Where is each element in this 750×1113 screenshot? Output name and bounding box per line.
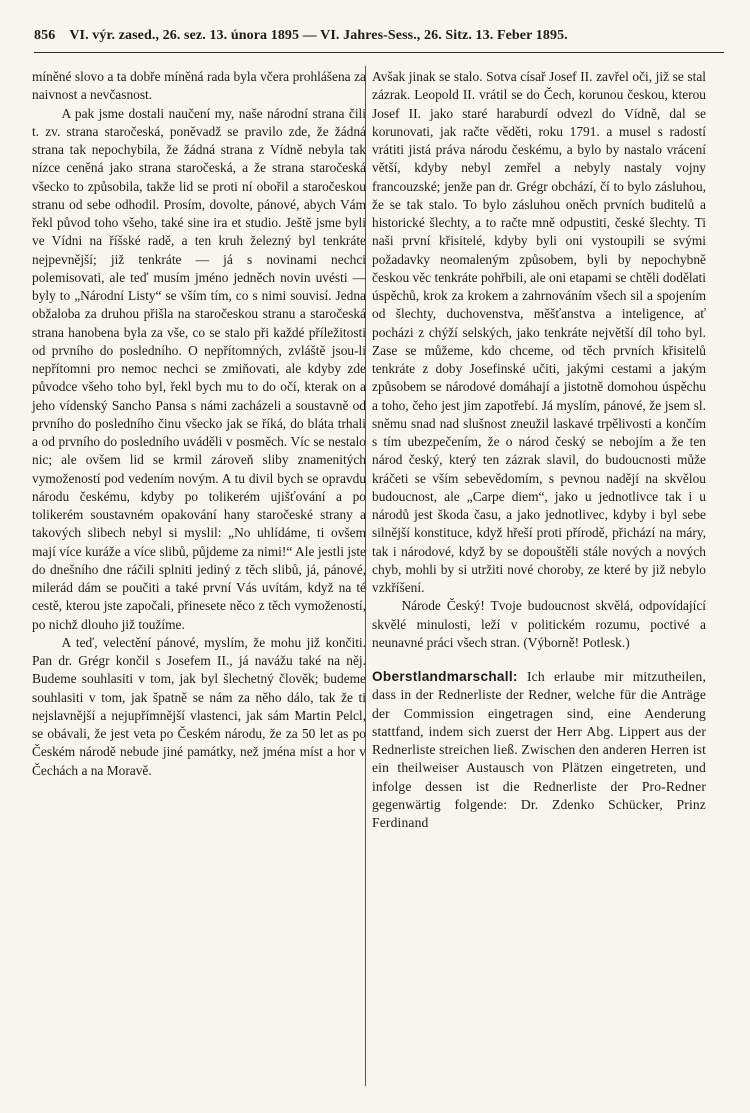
right-column bbox=[372, 68, 706, 832]
header-text: VI. výr. zased., 26. sez. 13. února 1895 — VI. Jahres-Sess., 26. Sitz. 13. Feber 1895. bbox=[69, 28, 568, 43]
speaker-label: Oberstlandmarschall: bbox=[372, 669, 518, 684]
left-column bbox=[32, 68, 366, 780]
paragraph: Národe Český! Tvoje budoucnost skvělá, odpovídající skvělé minulosti, leží v politickém rozumu, poctivé a neunavné práci všech stran. (Výborně! Potlesk.) bbox=[372, 598, 706, 650]
paragraph: A teď, velectění pánové, myslím, že mohu již končiti. Pan dr. Grégr končil s Josefem II., já navážu také na něj. Budeme souhlasiti v tom, jak byl šlechetný člověk; budeme souhlasiti v tom, jak špatně se nám za něho dálo, tak že ti nejslavnější a nejupřímnější vlastenci, jak sám Martin Pelcl, se obávali, že jest veta po Českém národu, že za 50 let as po Českém národě nebude jiné památky, než jména míst a hor v Čechách a na Moravě. bbox=[32, 634, 366, 778]
header-rule bbox=[34, 52, 724, 53]
speaker-paragraph bbox=[372, 668, 706, 832]
paragraph: míněné slovo a ta dobře míněná rada byla včera prohlášena za naivnost a nevčasnost. bbox=[32, 69, 366, 103]
paragraph: Avšak jinak se stalo. Sotva císař Josef II. zavřel oči, již se stal zázrak. Leopold II. vrátil se do Čech, korunou českou, kterou Josef II. jako staré haraburdí odvezl do Vídně, dal se korunovati, jak račte věděti, roku 1791. a musel s radostí vrátiti jistá práva národu českému, a bylo by nastalo vrácení větší, kdyby nebyl zemřel a nebyly nastaly vojny francouzské; jenže pan dr. Grégr obchází, čí to bylo zásluhou, že se tak stalo. To bylo zásluhou oněch prvních buditelů a historické šlechty, a to račte mně odpustiti, české šlechty. Ti naši první křisitelé, kdyby byli oni vystoupili se svými požadavky neomaleným způsobem, byli by nepochybně českou věc tenkráte pohřbili, ale oni etapami se chtěli dodělati úspěchů, krok za krokem a zahrnováním všech sil a spojením od šlechty, duchovenstva, měšťanstva a inteligence, ať pocházi z chýží selských, jako tenkráte největší díl toho byl. Zase se můžeme, kdo chceme, od těch prvních křisitelů tenkráte z doby Josefinské učiti, jakými cestami a jakým způsobem se národové domáhají a jistotně domohou úspěchu a toho, čeho jest jim zapotřebí. Já myslím, pánové, že jsem sl. sněmu snad nad slušnost zneužil laskavé trpělivosti a končím s tím ubezpečením, že o národ český se nebojím a že ten národ český, který ten zázrak slavil, do budoucnosti může kráčeti se vším sebevědomím, s pevnou nadějí na skvělou budoucnost, ale „Carpe diem“, jako u jednotlivce tak i u národů jest škoda času, a jako jednotlivec, kdyby i byl sebe silnější konstituce, když hřeší proti přírodě, přichází na máry, tak i národové, když by se dopouštěli stále nových a nových chyb, mohli by si utržiti nové choroby, ze které by již nebylo vzkříšení. bbox=[372, 69, 706, 595]
speaker-text: Ich erlaube mir mitzutheilen, dass in der Rednerliste der Redner, welche für die Anträge der Commission eingetragen sind, eine Aenderung stattfand, indem sich zuerst der Herr Abg. Lippert aus der Rednerliste streichen ließ. Zwischen den anderen Herren ist ein theilweiser Austausch von Plätzen eingetreten, und infolge dessen ist die Rednerliste der Pro-Redner gegenwärtig folgende: Dr. Zdenko Schücker, Prinz Ferdinand bbox=[372, 669, 706, 830]
page-number: 856 bbox=[34, 28, 56, 43]
page-header bbox=[34, 28, 724, 44]
paragraph: A pak jsme dostali naučení my, naše národní strana čili t. zv. strana staročeská, poněvadž se pravilo zde, že žádná strana tak nepochybila, že žádná strana z Vídně nebyla tak nízce ceněná jako strana staročeská, a že strana staročeská všecko to způsobila, takže lid se proti ní obořil a staročeskou stranu od sebe odhodil. Prosím, dovolte, pánové, abych Vám řekl původ toho všeho, také sine ira et studio. Ještě jsme byli ve Vídni na říšské radě, a ten kruh železný byl tenkráte nejpevnější; již tenkráte — já s novinami nechci polemisovati, ale teď musím jméno jedněch novin uvésti — byly to „Národní Listy“ se vším tím, co s nimi souvisí. Jedna obžaloba za druhou přišla na staročeskou stranu a staročeská strana hanobena byla za vše, co se stalo při každé příležitosti od prvního do posledního. O nepřítomných, zvláště jsou-li nepřítomni pro nemoc nechci se zmiňovati, ale kdyby zde původce všeho toho byl, řekl bych mu to do očí, kterak on a jeho vídenský Sancho Pansa s námi zacházeli a soustavně od prvního do posledního činu všecko jak se říká, do bláta trhali a od prvního do posledního uváděli v posměch. Víc se nestalo nic; ale ovšem lid se krmil zároveň sliby znamenitých vymožeností pod vedením novým. A tu divil bych se opravdu národu českému, kdyby po tolikerém ujišťování a po tolikerém soustavném opakování hany staročeské strany a takových slibech nebyl si myslil: „No uhlídáme, ti ovšem mají více kuráže a více slibů, půjdeme za nimi!“ Ale jestli jste do dnešního dne ráčili splniti jediný z těch slibů, já, pánové, milerád dám se poučiti a také první Vás uvítám, když na té cestě, kterou jste započali, přinesete něco z těch vymožeností, po nichž dlouho již toužíme. bbox=[32, 105, 366, 632]
